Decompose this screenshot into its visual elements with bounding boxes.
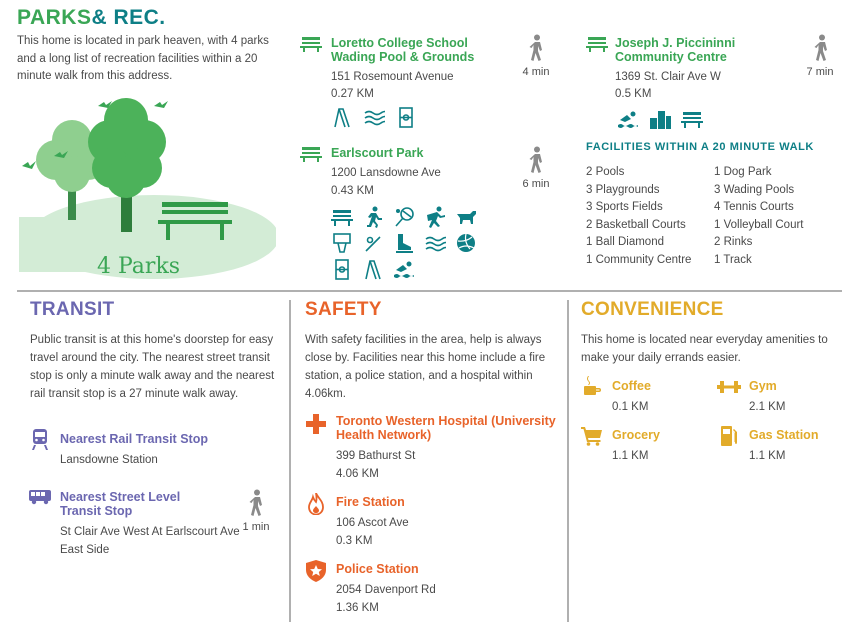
bench-icon [300,146,322,162]
swimmer-icon [617,108,639,130]
fire-station-distance: 0.3 KM [336,535,373,547]
park-distance: 0.43 KM [331,185,374,197]
police-station-distance: 1.36 KM [336,602,379,614]
facility-item: 3 Wading Pools [714,183,795,196]
gym-distance: 2.1 KM [749,401,786,413]
facilities-heading: FACILITIES WITHIN A 20 MINUTE WALK [586,141,814,153]
swimmer-icon [393,258,415,280]
police-badge-icon [306,560,326,582]
facility-item: 2 Basketball Courts [586,218,686,231]
column-divider [567,300,569,622]
fire-icon [308,493,324,515]
sports-field-icon [395,106,417,128]
walking-person-icon [812,34,830,62]
police-station-name: Police Station [336,562,419,576]
walk-time: 7 min [806,66,834,78]
facility-item: 2 Pools [586,166,625,178]
park-facility-icons [331,106,417,128]
bird-icon [22,161,36,169]
skate-icon [393,232,415,254]
hospital-distance: 4.06 KM [336,468,379,480]
walk-time: 4 min [522,66,550,78]
gas-station-distance: 1.1 KM [749,450,786,462]
coffee-icon [583,376,601,396]
grocery-cart-icon [581,426,603,446]
transit-title: TRANSIT [30,299,115,320]
facility-item: 1 Ball Diamond [586,236,664,248]
street-stop-name: St Clair Ave West At Earlscourt Ave East Side [60,526,240,556]
baseball-icon [362,232,384,254]
volleyball-icon [455,232,477,254]
column-divider [289,300,291,622]
police-station-address: 2054 Davenport Rd [336,584,436,596]
street-stop-title: Nearest Street Level Transit Stop [60,490,181,518]
parks-count: 4 Parks [97,254,181,279]
facility-item: 4 Tennis Courts [714,201,794,213]
water-icon [424,232,446,254]
facility-item: 3 Playgrounds [586,183,660,196]
grocery-distance: 1.1 KM [612,450,649,462]
facilities-list-right [714,164,844,269]
park-facility-icons [331,206,481,280]
walk-time: 6 min [522,178,550,190]
facility-item: 1 Volleyball Court [714,218,804,231]
gas-pump-icon [720,425,738,447]
bench-icon [586,36,608,52]
fire-station-address: 106 Ascot Ave [336,517,409,529]
coffee-distance: 0.1 KM [612,401,649,413]
facility-item: 2 Rinks [714,236,753,248]
tennis-icon [393,206,415,228]
gas-station-label: Gas Station [749,428,819,442]
convenience-description: This home is located near everyday amenities to make your daily errands easier. [581,334,828,364]
park-name: Earlscourt Park [331,146,424,160]
transit-description: Public transit is at this home's doorstep for easy travel around the city. The nearest street transit stop is only a minute walk away and the nearest rail transit stop is a 27 minute walk away. [30,334,275,400]
facility-item: 3 Sports Fields [586,201,663,213]
grocery-label: Grocery [612,428,660,442]
parks-title [17,6,166,30]
safety-description: With safety facilities in the area, help is always close by. Facilities near this home include a fire station, a police station, and a hospital within 4.06km. [305,334,546,400]
rail-stop-name: Lansdowne Station [60,454,158,466]
walking-person-icon [527,34,545,62]
slide-icon [331,106,353,128]
walking-person-icon [247,489,265,517]
park-name: Loretto College School Wading Pool & Grounds [331,36,475,64]
bench-icon [300,36,322,52]
basketball-icon [331,232,353,254]
park-name: Joseph J. Piccininni Community Centre [615,36,736,64]
facilities-list-left [586,164,711,269]
sport-kick-icon [424,206,446,228]
hospital-cross-icon [306,414,326,434]
facility-item: 1 Track [714,253,752,266]
rail-stop-title: Nearest Rail Transit Stop [60,432,208,446]
park-distance: 0.5 KM [615,88,652,100]
convenience-title: CONVENIENCE [581,299,724,320]
bench-icon [681,108,703,130]
community-centre-icon [649,108,671,130]
park-address: 1369 St. Clair Ave W [615,71,721,83]
parks-title-main: PARKS [17,6,92,29]
runner-icon [362,206,384,228]
coffee-label: Coffee [612,379,651,393]
section-divider [17,290,842,292]
fire-station-name: Fire Station [336,495,405,509]
parks-description: This home is located in park heaven, with 4 parks and a long list of recreation facilities within a 20 minute walk from this address. [17,35,269,82]
bird-icon [154,101,168,108]
facility-item: 1 Dog Park [714,166,772,178]
park-address: 151 Rosemount Avenue [331,71,454,83]
bus-icon [29,489,51,505]
walking-person-icon [527,146,545,174]
gym-label: Gym [749,379,777,393]
bench-icon [331,206,353,228]
park-facility-icons [617,108,703,130]
hospital-address: 399 Bathurst St [336,450,416,462]
hospital-name: Toronto Western Hospital (University Health Network) [336,414,556,442]
park-address: 1200 Lansdowne Ave [331,167,441,179]
dog-park-icon [455,206,477,228]
facility-item: 1 Community Centre [586,253,692,266]
park-distance: 0.27 KM [331,88,374,100]
slide-icon [362,258,384,280]
water-icon [363,106,385,128]
train-icon [31,429,49,451]
walk-time: 1 min [242,521,270,533]
safety-title: SAFETY [305,299,382,320]
gym-dumbbell-icon [717,380,741,394]
parks-title-rest: & REC. [91,6,166,29]
sports-field-icon [331,258,353,280]
